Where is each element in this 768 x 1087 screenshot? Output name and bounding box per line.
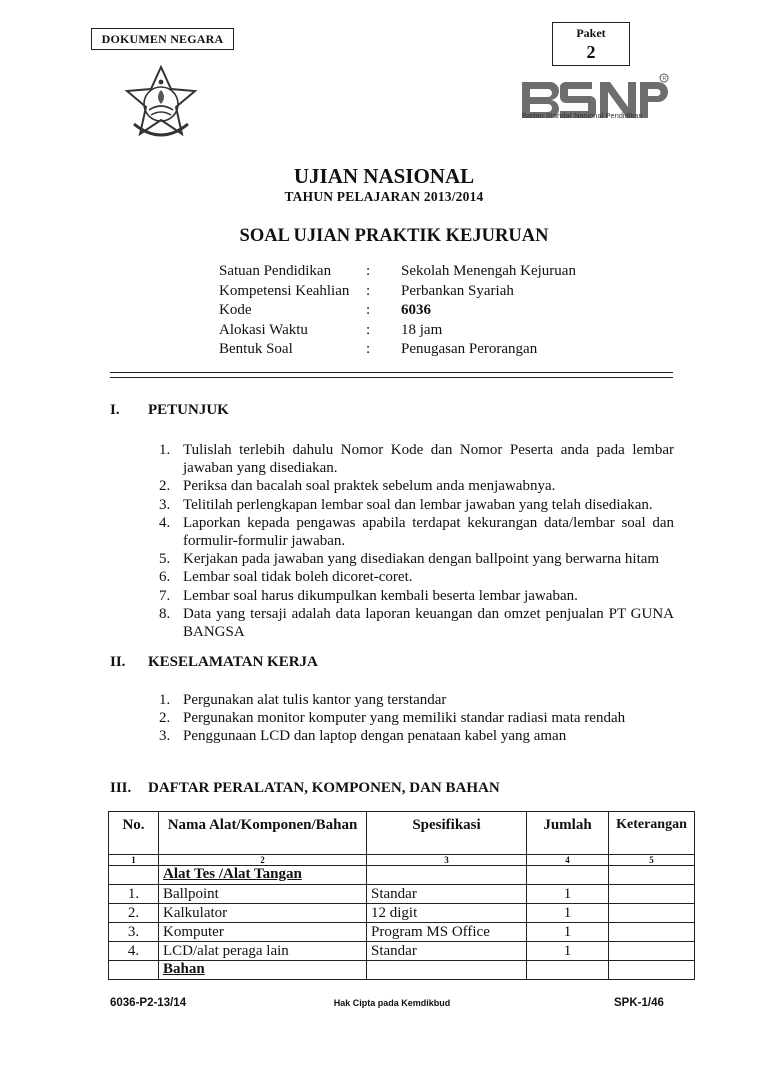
table-index-row — [109, 855, 695, 866]
item-text: Lembar soal harus dikumpulkan kembali beserta lembar jawaban. — [183, 587, 578, 604]
info-value: 18 jam — [401, 321, 443, 338]
cell-no: 4. — [109, 942, 159, 961]
section-number: II. — [110, 654, 126, 670]
info-row-satuan — [219, 263, 576, 283]
list-item — [159, 514, 674, 550]
item-number: 1. — [159, 442, 171, 458]
cell-keterangan — [609, 885, 695, 904]
item-number: 8. — [159, 605, 171, 622]
footer-page: SPK-1/46 — [614, 997, 664, 1009]
section-petunjuk-heading — [110, 402, 610, 422]
info-value: Perbankan Syariah — [401, 282, 514, 299]
cell-jumlah: 1 — [527, 923, 609, 942]
list-item — [159, 496, 674, 514]
item-text: Tulislah terlebih dahulu Nomor Kode dan Nomor Peserta anda pada lembar jawaban yang disediakan. — [183, 442, 674, 477]
academic-year: TAHUN PELAJARAN 2013/2014 — [284, 189, 484, 204]
equipment-table — [108, 811, 695, 980]
svg-text:R: R — [662, 76, 667, 82]
info-colon: : — [366, 282, 371, 299]
cell-nama: Komputer — [159, 923, 367, 942]
exam-subtitle: SOAL UJIAN PRAKTIK KEJURUAN — [239, 226, 549, 246]
section-keselamatan-heading — [110, 654, 610, 674]
group-name: Alat Tes /Alat Tangan — [159, 866, 367, 885]
info-label: Kompetensi Keahlian — [219, 282, 350, 299]
table-row — [109, 942, 695, 961]
list-item — [159, 568, 674, 586]
table-group-row — [109, 961, 695, 980]
table-row — [109, 923, 695, 942]
header-no: No. — [109, 812, 159, 855]
cell-nama: LCD/alat peraga lain — [159, 942, 367, 961]
info-row-kompetensi — [219, 283, 576, 303]
table-header-row — [109, 812, 695, 855]
index-cell: 3 — [367, 855, 527, 866]
info-row-bentuk — [219, 341, 576, 361]
header-nama: Nama Alat/Komponen/Bahan — [159, 812, 367, 855]
list-item — [159, 605, 674, 641]
section-title: PETUNJUK — [148, 402, 229, 418]
item-text: Penggunaan LCD dan laptop dengan penataan kabel yang aman — [183, 728, 567, 745]
info-colon: : — [366, 263, 371, 279]
empty-cell — [527, 961, 609, 980]
info-value: 6036 — [401, 302, 431, 318]
item-number: 6. — [159, 569, 171, 586]
index-cell: 5 — [609, 855, 695, 866]
cell-nama: Kalkulator — [159, 904, 367, 923]
footer-code: 6036-P2-13/14 — [110, 997, 187, 1009]
item-number: 2. — [159, 478, 171, 495]
exam-info-table — [219, 263, 576, 361]
cell-jumlah: 1 — [527, 885, 609, 904]
item-text: Pergunakan alat tulis kantor yang terstandar — [183, 692, 447, 708]
item-number: 1. — [159, 692, 171, 708]
item-number: 3. — [159, 496, 171, 513]
info-row-alokasi — [219, 322, 576, 342]
item-text: Lembar soal tidak boleh dicoret-coret. — [183, 569, 413, 586]
item-text: Periksa dan bacalah soal praktek sebelum anda menjawabnya. — [183, 478, 556, 495]
empty-cell — [527, 866, 609, 885]
list-item — [159, 441, 674, 477]
info-label: Alokasi Waktu — [219, 321, 308, 338]
divider-line — [110, 377, 673, 378]
section-title: KESELAMATAN KERJA — [148, 654, 318, 670]
cell-keterangan — [609, 923, 695, 942]
list-item — [159, 587, 674, 605]
header-jumlah: Jumlah — [527, 812, 609, 855]
cell-jumlah: 1 — [527, 942, 609, 961]
item-text: Data yang tersaji adalah data laporan keuangan dan omzet penjualan PT GUNA BANGSA — [183, 605, 674, 641]
cell-jumlah: 1 — [527, 904, 609, 923]
info-colon: : — [366, 321, 371, 338]
paket-label: Paket — [576, 26, 606, 40]
item-number: 7. — [159, 587, 171, 604]
empty-cell — [109, 961, 159, 980]
cell-no: 2. — [109, 904, 159, 923]
empty-cell — [609, 961, 695, 980]
section-title: DAFTAR PERALATAN, KOMPONEN, DAN BAHAN — [148, 780, 500, 796]
table-row — [109, 904, 695, 923]
cell-spesifikasi: Standar — [367, 942, 527, 961]
group-name: Bahan — [159, 961, 367, 980]
index-cell: 4 — [527, 855, 609, 866]
table-row — [109, 885, 695, 904]
empty-cell — [609, 866, 695, 885]
cell-spesifikasi: 12 digit — [367, 904, 527, 923]
info-label: Satuan Pendidikan — [219, 263, 332, 279]
empty-cell — [367, 961, 527, 980]
section-number: III. — [110, 780, 132, 796]
item-text: Pergunakan monitor komputer yang memiliki standar radiasi mata rendah — [183, 710, 626, 727]
cell-keterangan — [609, 942, 695, 961]
list-item — [159, 727, 679, 745]
document-label: DOKUMEN NEGARA — [91, 28, 234, 50]
cell-keterangan — [609, 904, 695, 923]
bsnp-logo — [520, 70, 670, 132]
section-number: I. — [110, 402, 120, 418]
header-keterangan: Keterangan — [609, 812, 695, 855]
item-text: Kerjakan pada jawaban yang disediakan dengan ballpoint yang berwarna hitam — [183, 551, 660, 568]
cell-no: 3. — [109, 923, 159, 942]
cell-nama: Ballpoint — [159, 885, 367, 904]
item-text: Laporkan kepada pengawas apabila terdapat kekurangan data/lembar soal dan formulir-formulir jawaban. — [183, 514, 674, 550]
item-number: 5. — [159, 551, 171, 568]
info-row-kode — [219, 302, 576, 322]
item-text: Telitilah perlengkapan lembar soal dan lembar jawaban yang telah disediakan. — [183, 496, 653, 513]
info-colon: : — [366, 341, 371, 357]
index-cell: 1 — [109, 855, 159, 866]
divider-line — [110, 372, 673, 373]
section-daftar-heading — [110, 780, 670, 800]
cell-no: 1. — [109, 885, 159, 904]
list-item — [159, 550, 674, 568]
tut-wuri-handayani-emblem — [120, 64, 202, 146]
paket-number: 2 — [586, 42, 596, 62]
index-cell: 2 — [159, 855, 367, 866]
info-label: Bentuk Soal — [219, 341, 293, 357]
cell-spesifikasi: Standar — [367, 885, 527, 904]
list-item — [159, 477, 674, 495]
table-group-row — [109, 866, 695, 885]
item-number: 3. — [159, 728, 171, 745]
exam-title: UJIAN NASIONAL — [293, 164, 475, 188]
cell-spesifikasi: Program MS Office — [367, 923, 527, 942]
header-spesifikasi: Spesifikasi — [367, 812, 527, 855]
footer-copyright: Hak Cipta pada Kemdikbud — [333, 998, 451, 1008]
info-colon: : — [366, 302, 371, 318]
bsnp-caption: Badan Standar Nasional Pendidikan — [522, 111, 643, 120]
item-number: 4. — [159, 514, 171, 531]
item-number: 2. — [159, 710, 171, 727]
empty-cell — [367, 866, 527, 885]
empty-cell — [109, 866, 159, 885]
keselamatan-list — [159, 691, 679, 746]
list-item — [159, 709, 679, 727]
paket-box — [552, 22, 630, 66]
list-item — [159, 691, 679, 709]
info-label: Kode — [219, 302, 252, 318]
petunjuk-list — [159, 441, 674, 641]
info-value: Penugasan Perorangan — [401, 341, 538, 357]
info-value: Sekolah Menengah Kejuruan — [401, 263, 576, 279]
